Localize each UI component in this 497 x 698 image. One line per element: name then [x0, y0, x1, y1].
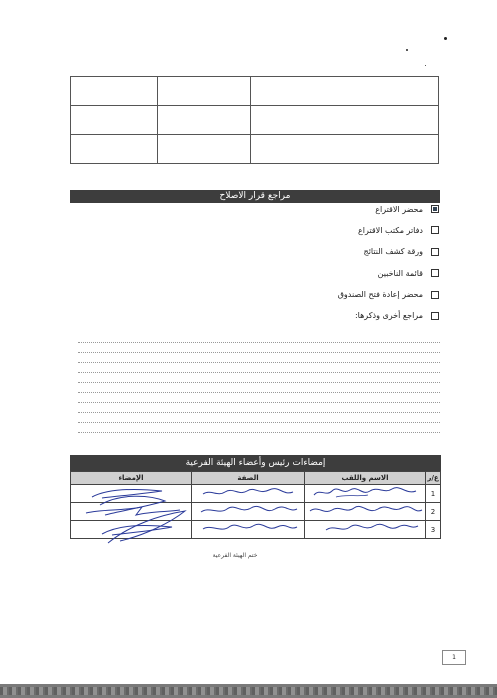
handwritten-role-3 [193, 521, 303, 536]
col-header-name: الاسم واللقب [305, 472, 426, 485]
page-number: 1 [442, 650, 466, 665]
checkbox[interactable] [431, 291, 439, 299]
row-num: 1 [426, 485, 441, 503]
dotted-line [78, 342, 440, 343]
corrections-checklist [139, 204, 439, 332]
checkbox[interactable] [431, 312, 439, 320]
checkbox[interactable] [431, 226, 439, 234]
signature-overflow-scrawl [90, 485, 200, 550]
signatures-header: إمضاءات رئيس وأعضاء الهيئة الفرعية [70, 455, 441, 471]
table-header-row [71, 472, 441, 485]
handwritten-name-3 [306, 521, 424, 536]
dotted-line [78, 352, 440, 353]
handwritten-name-1 [306, 485, 424, 500]
checklist-item-label: محضر الاقتراع [375, 204, 423, 214]
dotted-line [78, 382, 440, 383]
handwritten-name [305, 521, 426, 539]
checklist-item[interactable] [139, 247, 439, 257]
row-num: 3 [426, 521, 441, 539]
checklist-item-label: محضر إعادة فتح الصندوق [337, 290, 423, 300]
checkbox[interactable] [431, 269, 439, 277]
checklist-item[interactable] [139, 204, 439, 214]
checkbox[interactable] [431, 248, 439, 256]
handwritten-role [192, 503, 305, 521]
row-num: 2 [426, 503, 441, 521]
handwritten-name [305, 485, 426, 503]
handwritten-name-2 [306, 503, 424, 518]
handwritten-role [192, 521, 305, 539]
dotted-line [78, 412, 440, 413]
scan-speck [406, 49, 408, 51]
scan-speck [425, 65, 426, 66]
handwritten-role-1 [193, 485, 303, 500]
col-header-role: الصفة [192, 472, 305, 485]
checklist-item-label: دفاتر مكتب الاقتراع [358, 225, 423, 235]
checklist-item-label: ورقة كشف النتائج [363, 247, 423, 257]
checkbox-checked[interactable] [431, 205, 439, 213]
dotted-line [78, 372, 440, 373]
checklist-item[interactable] [139, 290, 439, 300]
checklist-item[interactable] [139, 268, 439, 278]
checklist-item[interactable] [139, 225, 439, 235]
col-header-num: ع/ر [426, 472, 441, 485]
col-header-signature: الإمضاء [71, 472, 192, 485]
subcommittee-stamp-label: ختم الهيئة الفرعية [212, 552, 258, 559]
dotted-line [78, 362, 440, 363]
top-empty-table [70, 76, 439, 164]
scan-speck [444, 37, 447, 40]
handwritten-name [305, 503, 426, 521]
checklist-item-label: قائمة الناخبين [377, 268, 423, 278]
scan-edge-texture [0, 687, 497, 695]
dotted-line [78, 422, 440, 423]
checklist-item[interactable] [139, 311, 439, 321]
dotted-line [78, 432, 440, 433]
dotted-line [78, 402, 440, 403]
handwritten-role [192, 485, 305, 503]
dotted-line [78, 392, 440, 393]
handwritten-role-2 [193, 503, 303, 518]
checklist-item-label: مراجع أخرى وذكرها: [354, 311, 423, 321]
corrections-header: مراجع قرار الاصلاح [70, 190, 440, 203]
